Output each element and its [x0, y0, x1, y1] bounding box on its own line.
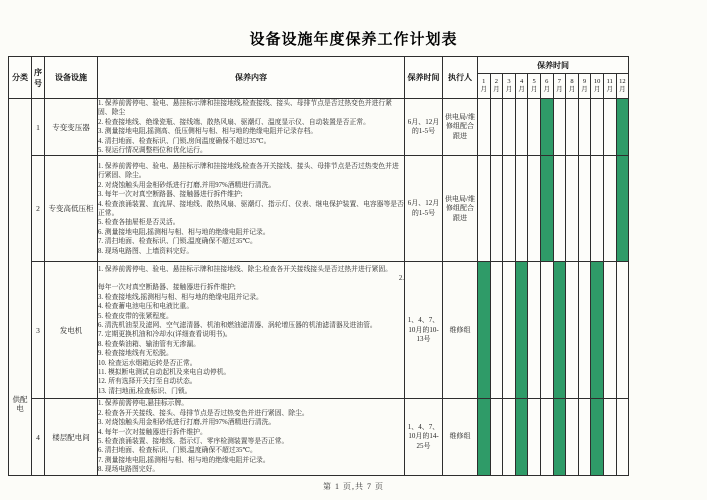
schedule-cell-month-5: [528, 156, 541, 262]
time-cell: 1、4、7、10月的14-25号: [405, 399, 443, 475]
schedule-cell-month-3: [503, 262, 516, 399]
content-line: 5. 检查浪涌装置、接地线、指示灯、零序检测装置等是否正常。: [98, 438, 289, 446]
schedule-cell-month-3: [503, 99, 516, 156]
content-line: 3. 检查接地线,摇测相与相、相与地的绝缘电阻并记录。: [98, 293, 263, 301]
equipment-cell: 楼层配电间: [45, 399, 98, 475]
content-line: 7. 测量接地电阻,摇测相与相、相与地的绝缘电阻并记录。: [98, 456, 270, 464]
executor-column-header: 执行人: [443, 57, 478, 99]
content-line: 7. 清扫地面、检查标识、门锁,温度确保不超过35℃。: [98, 238, 257, 246]
serial-cell: 2: [32, 156, 45, 262]
content-line: 6. 清洗机油泵及滤网、空气滤清器、机油和燃油滤清器、涡轮增压器的机油滤清器及进油管。: [98, 322, 377, 330]
month-8-header: 8 月: [566, 74, 579, 99]
time-cell: 6月、12月的1-5号: [405, 99, 443, 156]
schedule-cell-month-7: [553, 99, 566, 156]
content-line: 4. 清扫地面、检查标识、门锁,房间温度确保不超过35℃。: [98, 137, 271, 145]
schedule-cell-month-8: [566, 399, 579, 475]
serial-column-header: 序号: [32, 57, 45, 99]
schedule-cell-month-9: [578, 156, 591, 262]
schedule-cell-month-4: [515, 399, 528, 475]
category-column-header: 分类: [9, 57, 32, 99]
content-line: 5. 检查皮带的张紧程度。: [98, 312, 173, 320]
content-line: 2. 检查各开关接线、接头、母排节点是否过热变色并进行紧固、除尘。: [98, 409, 309, 417]
month-4-header: 4 月: [515, 74, 528, 99]
table-row: [9, 262, 629, 399]
content-line: 13. 清扫地面,检查标识、门锁。: [98, 387, 192, 395]
schedule-cell-month-1: [478, 156, 491, 262]
content-line: 5. 视运行情况调整档位和优化运行。: [98, 147, 207, 155]
content-line: 5. 检查各抽屉柜是否灵活。: [98, 219, 180, 227]
maintenance-plan-table: [8, 56, 629, 476]
time-column-header: 保养时间: [405, 57, 443, 99]
plan-table-body: [9, 99, 629, 476]
content-line: 6. 清扫地面、检查标识、门锁,温度确保不超过35℃。: [98, 447, 257, 455]
schedule-cell-month-4: [515, 99, 528, 156]
table-row: [9, 156, 629, 262]
content-line: 1. 保养前需停电,悬挂标示牌。: [98, 400, 189, 408]
content-column-header: 保养内容: [98, 57, 405, 99]
content-line: 3. 对烧蚀触头用金相砂纸进行打磨,并用97%酒精进行清洗。: [98, 419, 276, 427]
month-9-header: 9 月: [578, 74, 591, 99]
schedule-cell-month-12: [616, 262, 629, 399]
schedule-cell-month-6: [540, 399, 553, 475]
equipment-cell: 专变变压器: [45, 99, 98, 156]
time-cell: 1、4、7、10月的10-13号: [405, 262, 443, 399]
serial-cell: 3: [32, 262, 45, 399]
schedule-cell-month-10: [591, 399, 604, 475]
content-line: 4. 每年一次对接触器进行拆件维护。: [98, 428, 207, 436]
serial-cell: 1: [32, 99, 45, 156]
schedule-cell-month-8: [566, 99, 579, 156]
time-cell: 6月、12月的1-5号: [405, 156, 443, 262]
content-line: 12. 所有选择开关打至自动状态。: [98, 378, 197, 386]
table-row: [9, 399, 629, 475]
schedule-group-header: 保养时间: [478, 57, 629, 74]
content-cell: [98, 262, 405, 399]
content-line: 4. 检查浪涌装置、直流屏、接地线、散热风扇、驱潮灯、指示灯、仪表、继电保护装置、电容器等是否正常。: [98, 200, 404, 217]
content-line: 4. 检查蓄电池电压和电液比重。: [98, 303, 194, 311]
schedule-cell-month-5: [528, 399, 541, 475]
schedule-cell-month-2: [490, 99, 503, 156]
schedule-cell-month-11: [603, 262, 616, 399]
schedule-cell-month-5: [528, 262, 541, 399]
schedule-cell-month-10: [591, 99, 604, 156]
schedule-cell-month-11: [603, 99, 616, 156]
schedule-cell-month-4: [515, 156, 528, 262]
schedule-cell-month-8: [566, 262, 579, 399]
content-line: 每年一次对真空断路器、接触器进行拆件维护;: [98, 284, 236, 292]
content-line: 1. 保养前需停电、验电、悬挂标示牌和挂接地线,检查各开关接线、接头、母排节点是否过热变色并进行紧固、除尘。: [98, 162, 399, 180]
schedule-cell-month-9: [578, 399, 591, 475]
category-cell: [9, 99, 32, 476]
page-title: 设备设施年度保养工作计划表: [249, 32, 458, 48]
schedule-cell-month-7: [553, 399, 566, 475]
schedule-cell-month-11: [603, 156, 616, 262]
schedule-cell-month-11: [603, 399, 616, 475]
schedule-cell-month-5: [528, 99, 541, 156]
schedule-cell-month-1: [478, 262, 491, 399]
month-6-header: 6 月: [540, 74, 553, 99]
executor-cell: 维修组: [443, 262, 478, 399]
schedule-cell-month-12: [616, 399, 629, 475]
schedule-cell-month-6: [540, 99, 553, 156]
schedule-cell-month-2: [490, 262, 503, 399]
content-cell: [98, 99, 405, 156]
content-line: 1. 保养前需停电、验电、悬挂标示牌和挂接地线,检查接线、接头、母排节点是否过热变色并进行紧固、除尘: [98, 100, 392, 117]
month-5-header: 5 月: [528, 74, 541, 99]
content-cell: [98, 399, 405, 475]
content-line: 3. 每年一次对真空断路器、接触器进行拆件维护;: [98, 191, 243, 199]
month-12-header: 12 月: [616, 74, 629, 99]
executor-cell: 维修组: [443, 399, 478, 475]
page-footer: 第 1 页,共 7 页: [323, 481, 384, 491]
content-line: 9. 检查接地线有无松脱。: [98, 350, 173, 358]
schedule-cell-month-6: [540, 262, 553, 399]
content-line: 7. 定期更换机油和冷却水(详细查看说明书)。: [98, 331, 232, 339]
schedule-cell-month-7: [553, 262, 566, 399]
month-10-header: 10 月: [591, 74, 604, 99]
content-line: 2. 对烧蚀触头用金相砂纸进行打磨,并用97%酒精进行清洗。: [98, 181, 276, 189]
schedule-cell-month-4: [515, 262, 528, 399]
schedule-cell-month-1: [478, 99, 491, 156]
serial-cell: 4: [32, 399, 45, 475]
schedule-cell-month-10: [591, 262, 604, 399]
month-2-header: 2 月: [490, 74, 503, 99]
content-line: 11. 模拟断电测试自动起机及来电自动停机。: [98, 369, 231, 377]
schedule-cell-month-12: [616, 99, 629, 156]
schedule-cell-month-9: [578, 262, 591, 399]
schedule-cell-month-9: [578, 99, 591, 156]
month-3-header: 3 月: [503, 74, 516, 99]
equipment-column-header: 设备设施: [45, 57, 98, 99]
schedule-cell-month-10: [591, 156, 604, 262]
schedule-cell-month-3: [503, 399, 516, 475]
content-line: 8. 检查柴油箱、输油管有无渗漏。: [98, 340, 200, 348]
content-line: 1. 保养前需停电、验电、悬挂标示牌和挂接地线、除尘,检查各开关接线接头是否过热并进行紧固。: [98, 265, 392, 273]
content-line: 8. 现场电路图、上墙资料完好。: [98, 247, 194, 255]
content-line: 8. 现场电路图完好。: [98, 466, 160, 474]
schedule-cell-month-6: [540, 156, 553, 262]
content-line: 2.: [398, 275, 404, 282]
month-1-header: 1 月: [478, 74, 491, 99]
schedule-cell-month-2: [490, 156, 503, 262]
equipment-cell: 专变高低压柜: [45, 156, 98, 262]
content-cell: [98, 156, 405, 262]
executor-cell: 供电局/维修组配合跟进: [443, 156, 478, 262]
schedule-cell-month-7: [553, 156, 566, 262]
content-line: 6. 测量接地电阻,摇测相与相、相与地的绝缘电阻并记录。: [98, 228, 270, 236]
category-label: 供配电: [12, 394, 28, 413]
table-row: [9, 99, 629, 156]
content-line: 3. 测量接地电阻,摇测高、低压侧相与相、相与地的绝缘电阻并记录存档。: [98, 128, 318, 136]
schedule-cell-month-1: [478, 399, 491, 475]
month-7-header: 7 月: [553, 74, 566, 99]
equipment-cell: 发电机: [45, 262, 98, 399]
month-11-header: 11 月: [603, 74, 616, 99]
schedule-cell-month-12: [616, 156, 629, 262]
executor-cell: 供电局/维修组配合跟进: [443, 99, 478, 156]
schedule-cell-month-3: [503, 156, 516, 262]
schedule-cell-month-2: [490, 399, 503, 475]
content-line: 10. 检查运水烟箱运转是否正常。: [98, 359, 197, 367]
content-line: 2. 检查接地线、绝缘瓷瓶、接线端、散热风扇、驱潮灯、温度显示仪、自动装置是否正常。: [98, 118, 370, 126]
schedule-cell-month-8: [566, 156, 579, 262]
